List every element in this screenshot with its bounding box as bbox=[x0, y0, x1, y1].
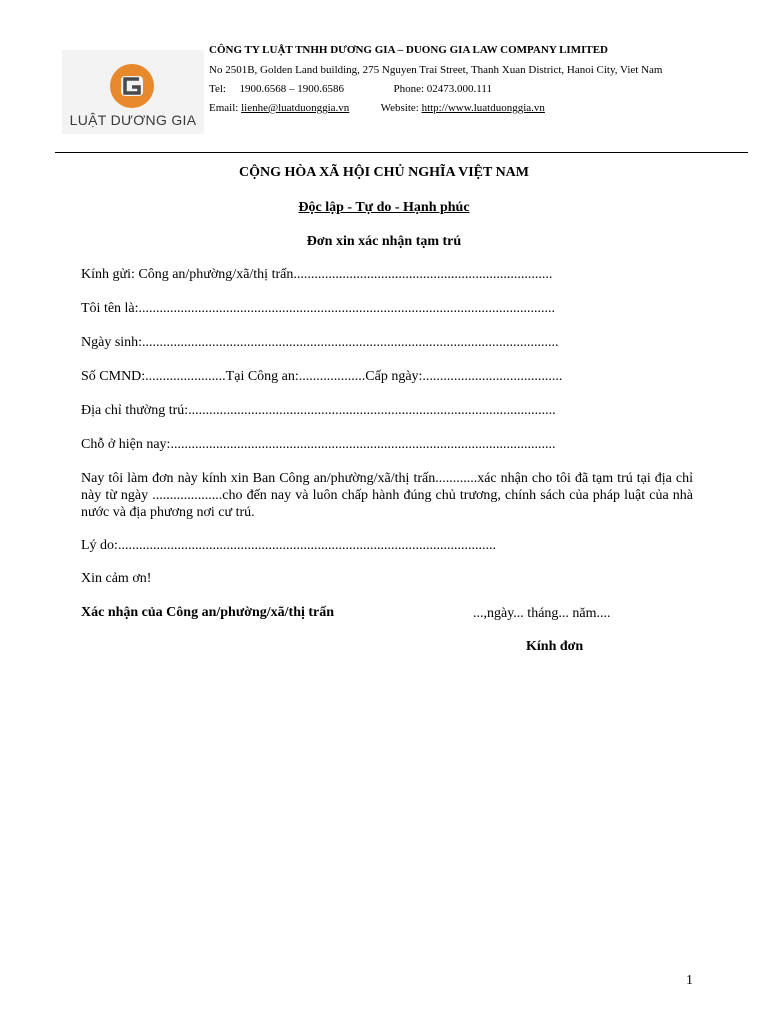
police-confirmation-label: Xác nhận của Công an/phường/xã/thị trấn bbox=[81, 605, 335, 620]
tel-label: Tel: bbox=[209, 83, 226, 95]
dob-line: Ngày sinh:....................................................................................................................... bbox=[81, 335, 559, 350]
phone-value: 02473.000.111 bbox=[426, 83, 492, 95]
request-paragraph: Nay tôi làm đơn này kính xin Ban Công an/phường/xã/thị trấn............xác nhận cho tôi đã tạm trú tại địa chỉ này từ ngày ....................cho đến nay và luôn chấp hành đúng chủ trương, chính sách của pháp luật của nhà nước và địa phương nơi cư trú. bbox=[81, 471, 693, 520]
company-address: No 2501B, Golden Land building, 275 Nguyen Trai Street, Thanh Xuan District, Hanoi City, Viet Nam bbox=[209, 64, 663, 76]
website-label: Website: bbox=[380, 102, 419, 114]
email-label: Email: bbox=[209, 102, 239, 114]
contact-email-line bbox=[209, 102, 545, 114]
company-logo bbox=[62, 50, 204, 134]
page-number: 1 bbox=[686, 973, 693, 988]
national-title: CỘNG HÒA XÃ HỘI CHỦ NGHĨA VIỆT NAM bbox=[238, 165, 529, 180]
thanks-line: Xin cảm ơn! bbox=[81, 571, 152, 586]
header-divider bbox=[55, 152, 748, 153]
logo-emblem-icon bbox=[106, 60, 158, 112]
id-card-line: Số CMND:.......................Tại Công an:...................Cấp ngày:........................................ bbox=[81, 369, 563, 384]
tel-value: 1900.6568 – 1900.6586 bbox=[239, 83, 344, 95]
recipient-line: Kính gửi: Công an/phường/xã/thị trấn.......................................................................... bbox=[81, 267, 553, 282]
email-link[interactable]: lienhe@luatduonggia.vn bbox=[241, 102, 350, 114]
permanent-address-line: Địa chỉ thường trú:......................................................................................................... bbox=[81, 403, 556, 418]
phone-label: Phone: bbox=[393, 83, 425, 95]
reason-line: Lý do:............................................................................................................ bbox=[81, 538, 496, 553]
name-line: Tôi tên là:....................................................................................................................... bbox=[81, 301, 556, 316]
contact-phone-line bbox=[209, 83, 492, 95]
signature-label: Kính đơn bbox=[526, 639, 584, 654]
date-line: ...,ngày... tháng... năm.... bbox=[473, 606, 611, 621]
national-motto: Độc lập - Tự do - Hạnh phúc bbox=[298, 200, 470, 215]
website-link[interactable]: http://www.luatduonggia.vn bbox=[421, 102, 545, 114]
form-title: Đơn xin xác nhận tạm trú bbox=[306, 234, 462, 249]
company-name: CÔNG TY LUẬT TNHH DƯƠNG GIA – DUONG GIA LAW COMPANY LIMITED bbox=[209, 44, 608, 56]
current-address-line: Chỗ ở hiện nay:.............................................................................................................. bbox=[81, 437, 556, 452]
logo-text: LUẬT DƯƠNG GIA bbox=[69, 112, 197, 128]
